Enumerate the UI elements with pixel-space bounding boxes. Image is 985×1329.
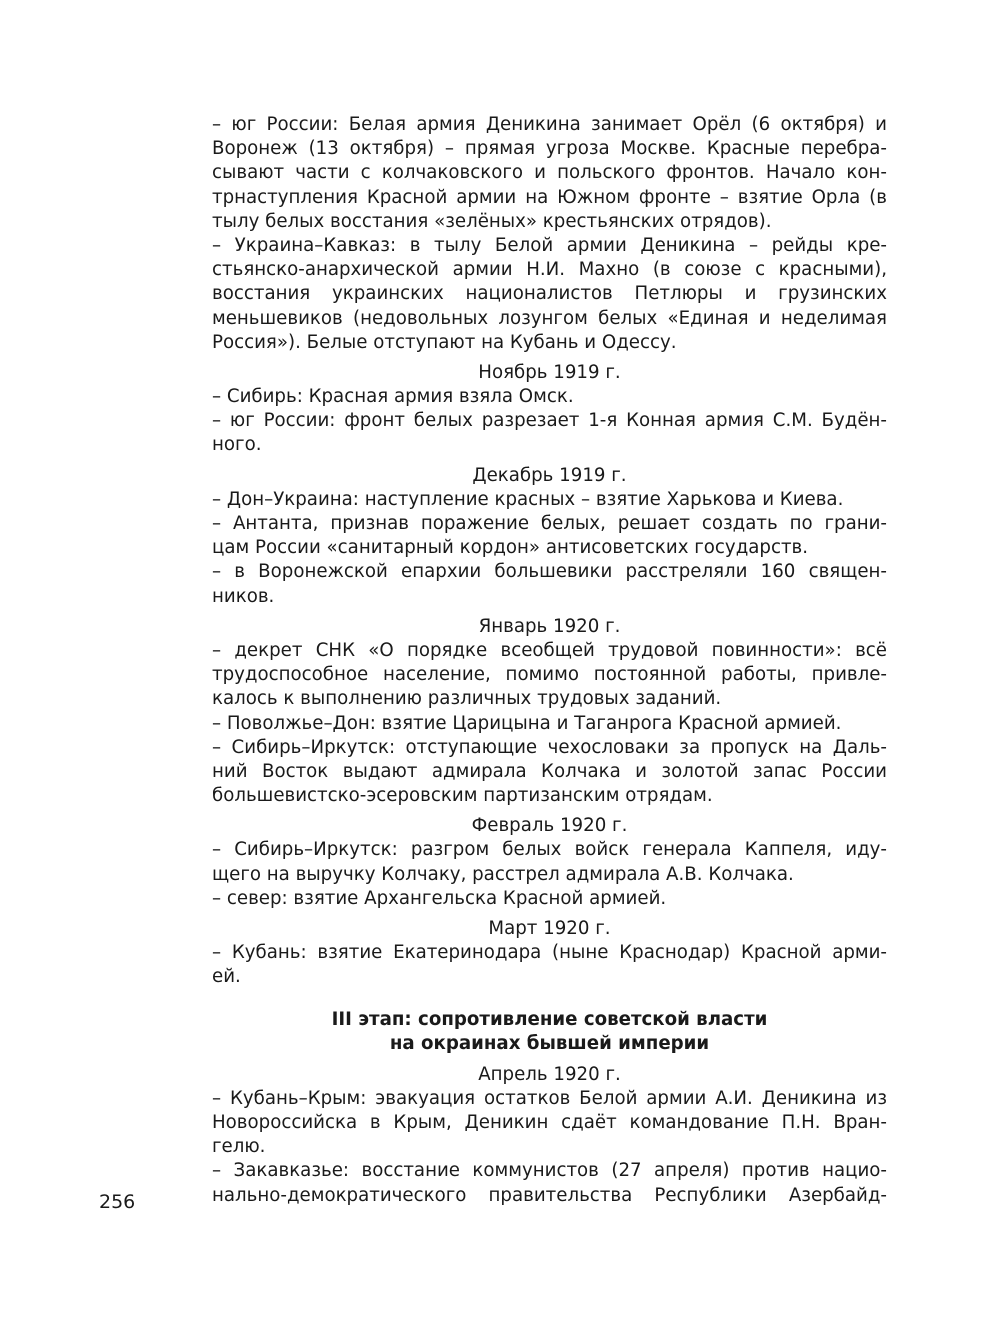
text-line: трудоспособное население, помимо постоянной работы, привле- bbox=[212, 664, 887, 686]
text-line: сывают части с колчаковского и польского фронтов. Начало кон- bbox=[212, 162, 887, 184]
text-line: Новороссийска в Крым, Деникин сдаёт командование П.Н. Вран- bbox=[212, 1111, 887, 1133]
section-heading-line: на окраинах бывшей империи bbox=[389, 1033, 710, 1055]
text-line: ний Восток выдают адмирала Колчака и золотой запас России bbox=[212, 760, 887, 782]
text-line: меньшевиков (недовольных лозунгом белых «Единая и неделимая bbox=[212, 307, 887, 329]
text-line: – Дон–Украина: наступление красных – взятие Харькова и Киева. bbox=[212, 488, 844, 510]
text-line: – Поволжье–Дон: взятие Царицына и Таганрога Красной армией. bbox=[212, 712, 842, 734]
text-line: ей. bbox=[212, 966, 241, 988]
text-line: тылу белых восстания «зелёных» крестьянских отрядов). bbox=[212, 210, 772, 232]
text-line: – Антанта, признав поражение белых, решает создать по грани- bbox=[212, 513, 887, 534]
page-text bbox=[212, 113, 887, 1208]
date-heading: Март 1920 г. bbox=[488, 918, 611, 939]
text-line: – Украина–Кавказ: в тылу Белой армии Деникина – рейды кре- bbox=[212, 234, 887, 256]
section-heading bbox=[212, 1008, 887, 1057]
paragraph bbox=[212, 736, 887, 809]
paragraph bbox=[212, 639, 887, 712]
text-line: ного. bbox=[212, 434, 262, 456]
paragraph bbox=[212, 1087, 887, 1160]
paragraph bbox=[212, 1159, 887, 1207]
text-line: – Закавказье: восстание коммунистов (27 апреля) против нацио- bbox=[212, 1160, 887, 1182]
text-line: стьянско-анархической армии Н.И. Махно (в союзе с красными), bbox=[212, 259, 887, 281]
paragraph bbox=[212, 409, 887, 457]
paragraph bbox=[212, 385, 887, 409]
text-line: – север: взятие Архангельска Красной армией. bbox=[212, 887, 667, 909]
text-line: щего на выручку Колчаку, расстрел адмирала А.В. Колчака. bbox=[212, 863, 794, 885]
text-line: – декрет СНК «О порядке всеобщей трудовой повинности»: всё bbox=[212, 639, 887, 661]
date-heading: Февраль 1920 г. bbox=[471, 815, 628, 837]
paragraph bbox=[212, 488, 887, 512]
text-line: гелю. bbox=[212, 1136, 266, 1158]
text-line: – юг России: Белая армия Деникина занимает Орёл (6 октября) и bbox=[212, 114, 887, 135]
text-line: – Сибирь–Иркутск: отступающие чехословаки за пропуск на Даль- bbox=[212, 736, 887, 758]
date-heading: Апрель 1920 г. bbox=[478, 1063, 621, 1085]
text-line: – юг России: фронт белых разрезает 1-я Конная армия С.М. Будён- bbox=[212, 410, 887, 432]
date-heading: Январь 1920 г. bbox=[478, 615, 621, 637]
paragraph bbox=[212, 512, 887, 560]
text-line: большевистско-эсеровским партизанским отрядам. bbox=[212, 785, 713, 807]
paragraph bbox=[212, 113, 887, 234]
text-line: цам России «санитарный кордон» антисоветских государств. bbox=[212, 537, 809, 559]
text-line: калось к выполнению различных трудовых заданий. bbox=[212, 688, 722, 710]
text-line: – Сибирь–Иркутск: разгром белых войск генерала Каппеля, иду- bbox=[212, 839, 887, 861]
text-line: ников. bbox=[212, 585, 275, 607]
text-line: – в Воронежской епархии большевики расстреляли 160 священ- bbox=[212, 561, 887, 583]
section-heading-line: III этап: сопротивление советской власти bbox=[331, 1008, 768, 1030]
text-line: – Кубань–Крым: эвакуация остатков Белой армии А.И. Деникина из bbox=[212, 1087, 887, 1109]
paragraph bbox=[212, 560, 887, 608]
text-line: – Сибирь: Красная армия взяла Омск. bbox=[212, 386, 574, 408]
text-line: трнаступления Красной армии на Южном фронте – взятие Орла (в bbox=[212, 186, 887, 208]
text-line: – Кубань: взятие Екатеринодара (ныне Краснодар) Красной арми- bbox=[212, 942, 887, 964]
date-heading: Ноябрь 1919 г. bbox=[478, 361, 621, 383]
paragraph bbox=[212, 838, 887, 886]
paragraph bbox=[212, 234, 887, 355]
text-line: Воронеж (13 октября) – прямая угроза Москве. Красные перебра- bbox=[212, 138, 887, 160]
text-line: Россия»). Белые отступают на Кубань и Одессу. bbox=[212, 331, 677, 353]
text-line: восстания украинских националистов Петлюры и грузинских bbox=[212, 283, 887, 305]
text-line: нально-демократического правительства Республики Азербайд- bbox=[212, 1184, 887, 1206]
date-heading: Декабрь 1919 г. bbox=[472, 464, 627, 486]
paragraph bbox=[212, 941, 887, 989]
page-number: 256 bbox=[99, 1191, 136, 1213]
paragraph bbox=[212, 887, 887, 911]
paragraph bbox=[212, 712, 887, 736]
